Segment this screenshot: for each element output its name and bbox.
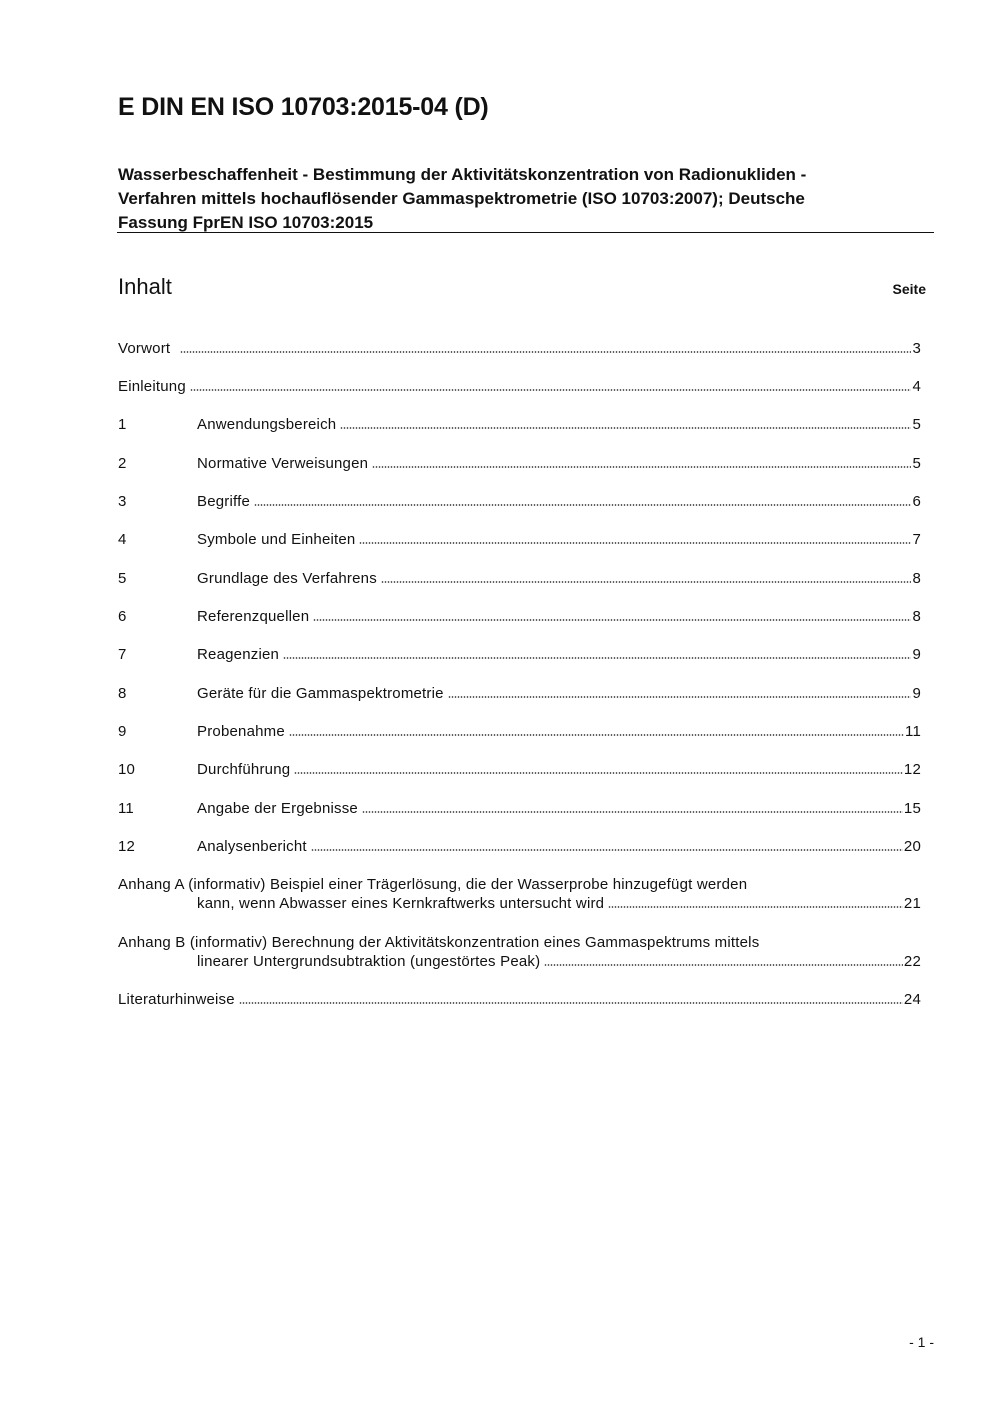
toc-entry-1[interactable] <box>118 415 921 435</box>
toc-entry-text: Grundlage des Verfahrens <box>197 570 377 587</box>
toc-entry-text: Literaturhinweise <box>118 991 235 1008</box>
toc-entry-number: 5 <box>118 570 127 587</box>
toc-entry-number: 1 <box>118 416 127 433</box>
toc-leader-dots <box>381 581 912 583</box>
toc-entry-number: 11 <box>118 800 134 817</box>
toc-entry-4[interactable] <box>118 530 921 550</box>
toc-entry-number: 4 <box>118 531 127 548</box>
toc-entry-page: 7 <box>912 531 921 548</box>
toc-entry-page: 3 <box>912 340 921 357</box>
toc-heading: Inhalt <box>118 274 172 299</box>
toc-entry-text: Normative Verweisungen <box>197 455 369 472</box>
toc-leader-dots <box>372 466 911 468</box>
toc-entry-page: 9 <box>912 646 921 663</box>
toc-entry-page: 21 <box>903 895 921 912</box>
toc-annex-a-line1[interactable]: Anhang A (informativ) Beispiel einer Trägerlösung, die der Wasserprobe hinzugefügt werden <box>118 876 748 893</box>
toc-entry-text: Probenahme <box>197 723 285 740</box>
toc-leader-dots <box>239 1002 903 1004</box>
toc-leader-dots <box>254 504 911 506</box>
toc-entry-8[interactable] <box>118 684 921 704</box>
toc-entry-vorwort[interactable] <box>118 339 921 359</box>
toc-leader-dots <box>544 964 903 966</box>
toc-entry-9[interactable] <box>118 722 921 742</box>
toc-entry-12[interactable] <box>118 837 921 857</box>
toc-entry-text: Geräte für die Gammaspektrometrie <box>197 685 444 702</box>
toc-entry-10[interactable] <box>118 760 921 780</box>
toc-entry-text: Referenzquellen <box>197 608 310 625</box>
toc-entry-literaturhinweise[interactable] <box>118 990 921 1010</box>
toc-entry-6[interactable] <box>118 607 921 627</box>
toc-entry-page: 12 <box>903 761 921 778</box>
toc-leader-dots <box>190 389 912 391</box>
toc-leader-dots <box>313 619 911 621</box>
page-number: - 1 - <box>909 1334 934 1350</box>
toc-entry-page: 24 <box>903 991 921 1008</box>
toc-leader-dots <box>294 772 903 774</box>
toc-entry-einleitung[interactable] <box>118 377 921 397</box>
toc-entry-number: 12 <box>118 838 136 855</box>
toc-entry-annex-a[interactable] <box>197 894 921 914</box>
toc-entry-number: 10 <box>118 761 136 778</box>
toc-entry-number: 6 <box>118 608 127 625</box>
document-title <box>118 163 938 235</box>
toc-entry-page: 22 <box>903 953 921 970</box>
toc-entry-page: 8 <box>912 608 921 625</box>
toc-entry-page: 20 <box>903 838 921 855</box>
toc-entry-11[interactable] <box>118 799 921 819</box>
toc-entry-text: Analysenbericht <box>197 838 307 855</box>
toc-entry-page: 5 <box>912 416 921 433</box>
toc-entry-text: Vorwort <box>118 340 171 357</box>
toc-entry-page: 6 <box>912 493 921 510</box>
toc-entry-page: 8 <box>912 570 921 587</box>
document-title-line: Wasserbeschaffenheit - Bestimmung der Aktivitätskonzentration von Radionukliden - <box>118 165 807 184</box>
toc-leader-dots <box>283 657 911 659</box>
toc-leader-dots <box>340 427 911 429</box>
toc-entry-text: Begriffe <box>197 493 251 510</box>
toc-entry-page: 15 <box>903 800 921 817</box>
toc-annex-b-line1[interactable]: Anhang B (informativ) Berechnung der Aktivitätskonzentration eines Gammaspektrums mittels <box>118 934 760 951</box>
toc-entry-number: 7 <box>118 646 127 663</box>
toc-entry-text: Reagenzien <box>197 646 280 663</box>
toc-entry-annex-b[interactable] <box>197 952 921 972</box>
toc-entry-3[interactable] <box>118 492 921 512</box>
toc-entry-page: 5 <box>912 455 921 472</box>
toc-page-column-label: Seite <box>892 281 926 297</box>
toc-entry-text: kann, wenn Abwasser eines Kernkraftwerks untersucht wird <box>197 895 605 912</box>
toc-leader-dots <box>311 849 903 851</box>
toc-entry-number: 2 <box>118 455 127 472</box>
toc-entry-number: 9 <box>118 723 127 740</box>
toc-entry-text: Angabe der Ergebnisse <box>197 800 358 817</box>
document-id: E DIN EN ISO 10703:2015-04 (D) <box>118 93 489 121</box>
toc-entry-page: 9 <box>912 685 921 702</box>
toc-leader-dots <box>608 906 903 908</box>
toc-entry-number: 3 <box>118 493 127 510</box>
toc-leader-dots <box>448 696 912 698</box>
toc-entry-7[interactable] <box>118 645 921 665</box>
toc-entry-5[interactable] <box>118 569 921 589</box>
toc-entry-page: 11 <box>905 723 921 740</box>
toc-entry-2[interactable] <box>118 454 921 474</box>
toc-entry-text: linearer Untergrundsubtraktion (ungestörtes Peak) <box>197 953 541 970</box>
toc-entry-number: 8 <box>118 685 127 702</box>
title-divider <box>117 232 934 233</box>
toc-entry-text: Symbole und Einheiten <box>197 531 356 548</box>
document-title-line: Fassung FprEN ISO 10703:2015 <box>118 213 374 232</box>
toc-leader-dots <box>359 542 911 544</box>
toc-entry-text: Anwendungsbereich <box>197 416 337 433</box>
toc-leader-dots <box>180 351 911 353</box>
toc-entry-text: Durchführung <box>197 761 291 778</box>
toc-leader-dots <box>362 811 903 813</box>
document-title-line: Verfahren mittels hochauflösender Gammaspektrometrie (ISO 10703:2007); Deutsche <box>118 189 805 208</box>
toc-leader-dots <box>289 734 904 736</box>
toc-entry-page: 4 <box>912 378 921 395</box>
toc-entry-text: Einleitung <box>118 378 186 395</box>
